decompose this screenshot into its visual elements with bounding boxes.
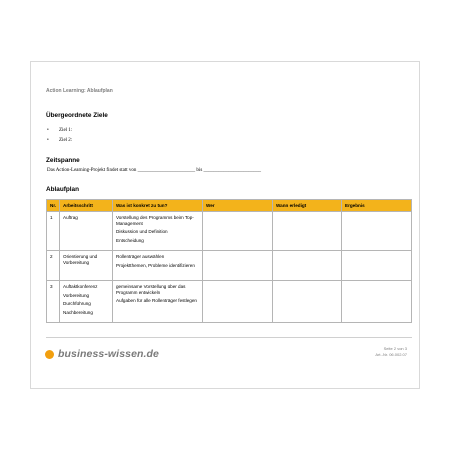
table-cell-tasks	[113, 212, 203, 251]
bullet-icon: •	[47, 128, 49, 133]
table-header-row	[47, 200, 412, 212]
table-cell-nr: 2	[47, 251, 60, 281]
column-header-result: Ergebnis	[342, 200, 412, 212]
table-cell-step	[60, 212, 113, 251]
table-cell-tasks	[113, 251, 203, 281]
table-cell-result[interactable]	[342, 212, 412, 251]
plan-heading: Ablaufplan	[46, 186, 80, 193]
bullet-icon: •	[47, 138, 49, 143]
page-info	[375, 346, 407, 359]
table-cell-who[interactable]	[203, 251, 273, 281]
step-entry: Auftrag	[63, 215, 78, 220]
timeframe-heading: Zeitspanne	[46, 157, 80, 164]
table-row	[47, 251, 412, 281]
goal-item-2	[47, 138, 72, 143]
task-entry: Vorstellung des Programms beim Top-Management	[116, 215, 194, 226]
step-entry: Nachbereitung	[63, 310, 93, 316]
column-header-nr: Nr.	[47, 200, 60, 212]
table-row	[47, 281, 412, 323]
table-cell-when[interactable]	[273, 212, 342, 251]
document-page	[30, 61, 420, 389]
task-entry: Entscheidung	[116, 238, 144, 244]
timeframe-text: Das Action-Learning-Projekt findet statt von _______________________ bis _______________________	[47, 168, 262, 173]
table-cell-who[interactable]	[203, 281, 273, 323]
table-cell-step	[60, 281, 113, 323]
column-header-step: Arbeitsschritt	[60, 200, 113, 212]
logo-text: business-wissen.de	[58, 348, 160, 360]
table-cell-nr: 3	[47, 281, 60, 323]
page-number: Seite 2 von 3	[383, 346, 407, 351]
table-cell-step	[60, 251, 113, 281]
task-entry: Diskussion und Definition	[116, 229, 168, 235]
plan-table	[46, 199, 412, 323]
footer-divider	[46, 337, 412, 338]
task-entry: Projektthemen, Probleme identifizieren	[116, 262, 195, 268]
step-entry: Auftaktkonferenz	[63, 284, 98, 289]
goal-item-1-text: Ziel 1:	[59, 128, 73, 133]
table-cell-result[interactable]	[342, 251, 412, 281]
business-wissen-logo	[45, 348, 159, 360]
table-cell-when[interactable]	[273, 281, 342, 323]
goal-item-1	[47, 128, 72, 133]
article-number: Art.-Nr. 06.002.07	[375, 352, 407, 358]
column-header-when: Wann erledigt	[273, 200, 342, 212]
step-entry: Orientierung und Vorbereitung	[63, 254, 98, 265]
document-header-label: Action Learning: Ablaufplan	[46, 88, 113, 94]
table-row	[47, 212, 412, 251]
logo-dot-icon	[45, 350, 54, 359]
task-entry: gemeinsame Vorstellung über das Programm entwickeln	[116, 284, 186, 295]
table-cell-who[interactable]	[203, 212, 273, 251]
table-cell-tasks	[113, 281, 203, 323]
column-header-tasks: Was ist konkret zu tun?	[113, 200, 203, 212]
table-cell-when[interactable]	[273, 251, 342, 281]
goals-heading: Übergeordnete Ziele	[46, 112, 108, 119]
task-entry: Aufgaben für alle Rollenträger festlegen	[116, 298, 197, 304]
column-header-who: Wer	[203, 200, 273, 212]
table-cell-nr: 1	[47, 212, 60, 251]
step-entry: Vorbereitung	[63, 292, 90, 298]
task-entry: Rollenträger auswählen	[116, 254, 165, 259]
table-cell-result[interactable]	[342, 281, 412, 323]
goal-item-2-text: Ziel 2:	[59, 138, 73, 143]
step-entry: Durchführung	[63, 301, 91, 307]
